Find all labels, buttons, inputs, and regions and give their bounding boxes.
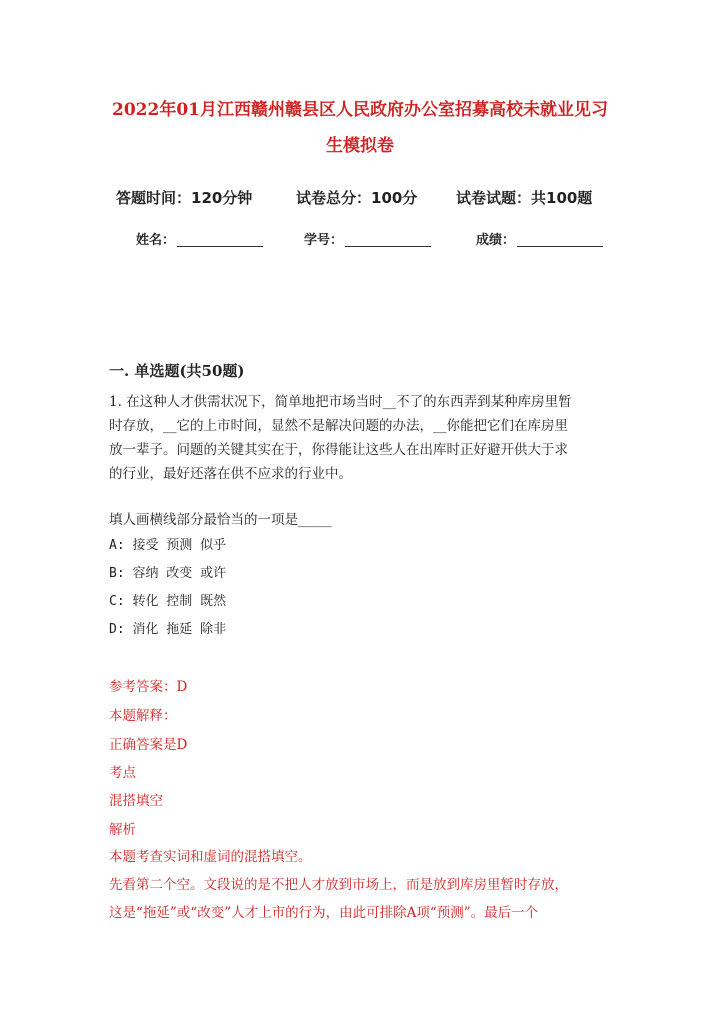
analysis-text: 先看第二个空。文段说的是不把人才放到市场上，而是放到库房里暂时存放， xyxy=(109,877,568,893)
student-id-blank xyxy=(345,233,431,247)
test-point-label: 考点 xyxy=(109,765,136,781)
score-label: 成绩： xyxy=(476,233,516,248)
question-stem-line: 的行业，最好还落在供不应求的行业中。 xyxy=(109,466,352,482)
question-prompt: 填人画横线部分最恰当的一项是_____ xyxy=(109,512,332,528)
option-a: A: 接受 预测 似乎 xyxy=(109,538,227,553)
option-c: C: 转化 控制 既然 xyxy=(109,594,227,609)
test-point: 混搭填空 xyxy=(109,793,163,809)
name-blank xyxy=(177,233,263,247)
correct-answer: 正确答案是D xyxy=(109,737,188,753)
exam-time: 答题时间：120分钟 xyxy=(116,189,253,207)
explanation-label: 本题解释： xyxy=(109,708,177,724)
section-heading: 一. 单选题(共50题) xyxy=(109,362,245,380)
option-d: D: 消化 拖延 除非 xyxy=(109,622,227,637)
question-stem-line: 1. 在这种人才供需状况下，简单地把市场当时__不了的东西弄到某种库房里暂 xyxy=(109,394,572,410)
question-stem-line: 时存放，__它的上市时间，显然不是解决问题的办法，__你能把它们在库房里 xyxy=(109,418,568,434)
option-b: B: 容纳 改变 或许 xyxy=(109,566,227,581)
name-label: 姓名： xyxy=(136,233,176,248)
exam-total-score: 试卷总分：100分 xyxy=(296,189,418,207)
name-field xyxy=(136,229,263,248)
exam-info xyxy=(116,187,616,208)
reference-answer: 参考答案：D xyxy=(109,679,188,695)
analysis-label: 解析 xyxy=(109,822,136,838)
exam-title-line2: 生模拟卷 xyxy=(326,136,394,156)
exam-question-count: 试卷试题：共100题 xyxy=(456,189,593,207)
question-stem-line: 放一辈子。问题的关键其实在于，你得能让这些人在出库时正好避开供大于求 xyxy=(109,442,568,458)
question-stem xyxy=(109,390,609,486)
score-field xyxy=(476,229,603,248)
analysis-text: 本题考查实词和虚词的混搭填空。 xyxy=(109,849,312,865)
exam-title-line1: 2022年01月江西赣州赣县区人民政府办公室招募高校未就业见习 xyxy=(112,100,608,120)
score-blank xyxy=(517,233,603,247)
student-id-label: 学号： xyxy=(304,233,344,248)
student-id-field xyxy=(304,229,431,248)
analysis-text: 这是“拖延”或“改变”人才上市的行为，由此可排除A项“预测”。最后一个 xyxy=(109,905,539,921)
